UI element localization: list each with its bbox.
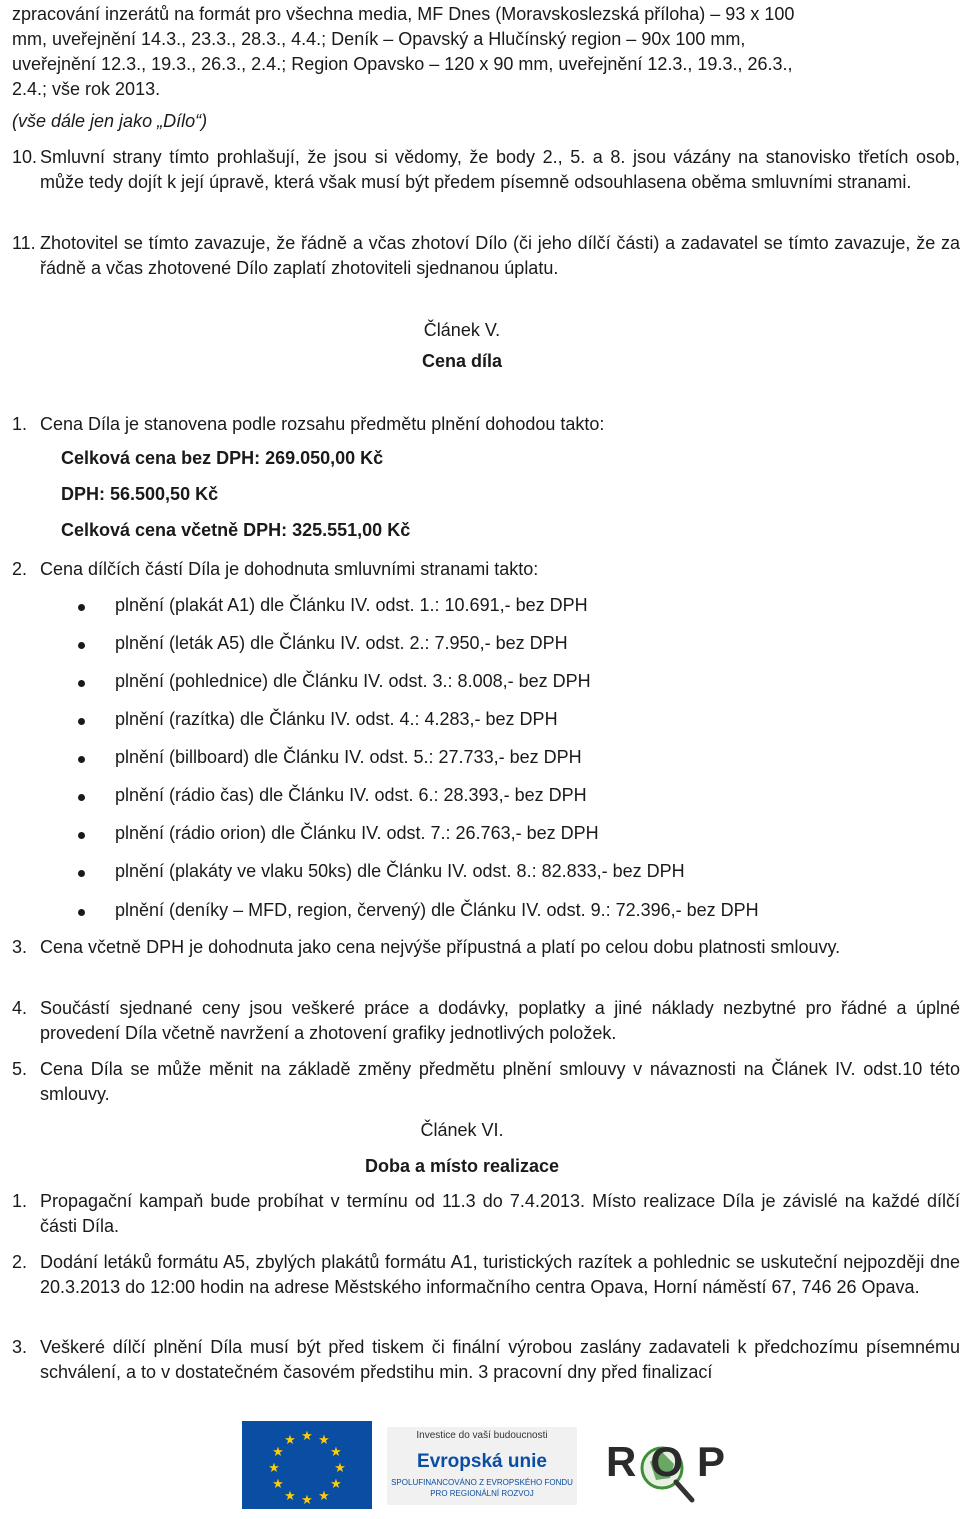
item-text: Součástí sjednané ceny jsou veškeré práce a dodávky, poplatky a jiné náklady nezbytné pro řádné a úplné provedení Díla včetně navržení a zhotovení grafiky jednotlivých položek. — [40, 998, 960, 1043]
svg-text:★: ★ — [334, 1461, 346, 1476]
article-v-item-2 — [12, 557, 960, 582]
item-text: Veškeré dílčí plnění Díla musí být před tiskem či finální výrobou zaslány zadavateli k předchozímu písemnému schválení, a to v dostatečném časovém předstihu min. 3 pracovní dny před finalizací — [40, 1337, 960, 1382]
banner-title: Evropská unie — [417, 1451, 547, 1472]
clause-text: Zhotovitel se tímto zavazuje, že řádně a včas zhotoví Dílo (či jeho dílčí části) a zadavatel se tímto zavazuje, že za řádně a včas zhotovené Dílo zaplatí zhotoviteli sjednanou úplatu. — [40, 233, 960, 278]
intro-note: (vše dále jen jako „Dílo“) — [12, 111, 208, 131]
price-vat: DPH: 56.500,50 Kč — [61, 484, 219, 504]
article-v-item-4 — [12, 996, 960, 1045]
svg-text:★: ★ — [301, 1493, 313, 1508]
svg-text:★: ★ — [330, 1477, 342, 1492]
article-v-item-5 — [12, 1057, 960, 1106]
clause-text: Smluvní strany tímto prohlašují, že jsou si vědomy, že body 2., 5. a 8. jsou vázány na stanovisko třetích osob, může tedy dojít k její úpravě, která však musí být předem písemně odsouhlasena oběma smluvními stranami. — [40, 147, 960, 192]
bullet-icon — [78, 718, 85, 725]
svg-text:★: ★ — [284, 1489, 296, 1504]
svg-text:★: ★ — [284, 1433, 296, 1448]
intro-line-1: zpracování inzerátů na formát pro všechna media, MF Dnes (Moravskoslezská příloha) – 93 x 100 — [12, 4, 795, 24]
banner-line-4: PRO REGIONÁLNÍ ROZVOJ — [430, 1489, 534, 1498]
article-v-item-1 — [12, 412, 960, 437]
svg-text:★: ★ — [318, 1489, 330, 1504]
intro-line-3: uveřejnění 12.3., 19.3., 26.3., 2.4.; Region Opavsko – 120 x 90 mm, uveřejnění 12.3., 19.3., 26.3., — [12, 54, 793, 74]
price-total-no-vat: Celková cena bez DPH: 269.050,00 Kč — [61, 448, 384, 468]
clause-number: 10. — [12, 147, 38, 167]
item-number: 3. — [12, 1337, 28, 1357]
bullet-icon — [78, 832, 85, 839]
bullet-icon — [78, 909, 85, 916]
banner-line-1: Investice do vaší budoucnosti — [416, 1430, 548, 1441]
intro-line-2: mm, uveřejnění 14.3., 23.3., 28.3., 4.4.; Deník – Opavský a Hlučínský region – 90x 100 mm, — [12, 29, 746, 49]
banner-line-3: SPOLUFINANCOVÁNO Z EVROPSKÉHO FONDU — [391, 1478, 573, 1487]
article-v-title: Cena díla — [421, 351, 503, 371]
eu-banner — [387, 1427, 577, 1505]
item-text: Cena Díla se může měnit na základě změny předmětu plnění smlouvy v návaznosti na Článek IV. odst.10 této smlouvy. — [40, 1059, 960, 1104]
bullet-icon — [78, 756, 85, 763]
article-v-item-3 — [12, 935, 960, 960]
svg-text:★: ★ — [301, 1429, 313, 1444]
item-number: 4. — [12, 998, 28, 1018]
item-number: 2. — [12, 1252, 28, 1272]
item-text: Cena dílčích částí Díla je dohodnuta smluvními stranami takto: — [40, 559, 539, 579]
clause-11 — [12, 231, 960, 280]
footer-logos — [0, 1400, 960, 1519]
item-number: 3. — [12, 937, 28, 957]
article-v-heading: Článek V. — [423, 320, 501, 340]
svg-text:★: ★ — [272, 1477, 284, 1492]
article-vi-title: Doba a místo realizace — [364, 1156, 560, 1176]
item-number: 2. — [12, 559, 28, 579]
item-text: Propagační kampaň bude probíhat v termínu od 11.3 do 7.4.2013. Místo realizace Díla je závislé na každé dílčí části Díla. — [40, 1191, 960, 1236]
svg-text:★: ★ — [318, 1433, 330, 1448]
item-text: Dodání letáků formátu A5, zbylých plakátů formátu A1, turistických razítek a pohlednic se uskuteční nejpozději dne 20.3.2013 do 12:00 hodin na adrese Městského informačního centra Opava, Horní náměstí 67, 746 26 Opava. — [40, 1252, 960, 1297]
article-vi-heading: Článek VI. — [420, 1120, 504, 1140]
bullet-icon — [78, 642, 85, 649]
bullet-icon — [78, 680, 85, 687]
eu-flag-icon — [242, 1421, 372, 1509]
item-number: 1. — [12, 1191, 28, 1211]
bullet-icon — [78, 794, 85, 801]
article-vi-item-2 — [12, 1250, 960, 1299]
article-vi-item-3 — [12, 1335, 960, 1384]
item-text: Cena včetně DPH je dohodnuta jako cena nejvýše přípustná a platí po celou dobu platnosti smlouvy. — [40, 937, 841, 957]
article-vi-item-1 — [12, 1189, 960, 1238]
clause-10 — [12, 145, 960, 194]
svg-text:★: ★ — [330, 1445, 342, 1460]
intro-line-4: 2.4.; vše rok 2013. — [12, 79, 161, 99]
rop-logo-text: ROP — [606, 1438, 740, 1485]
item-text: Cena Díla je stanovena podle rozsahu předmětu plnění dohodou takto: — [40, 414, 605, 434]
item-number: 1. — [12, 414, 28, 434]
clause-number: 11. — [12, 233, 36, 253]
price-total-with-vat: Celková cena včetně DPH: 325.551,00 Kč — [61, 520, 411, 540]
svg-text:★: ★ — [272, 1445, 284, 1460]
item-number: 5. — [12, 1059, 28, 1079]
bullet-icon — [78, 870, 85, 877]
bullet-icon — [78, 604, 85, 611]
svg-text:★: ★ — [268, 1461, 280, 1476]
rop-logo — [600, 1428, 740, 1506]
